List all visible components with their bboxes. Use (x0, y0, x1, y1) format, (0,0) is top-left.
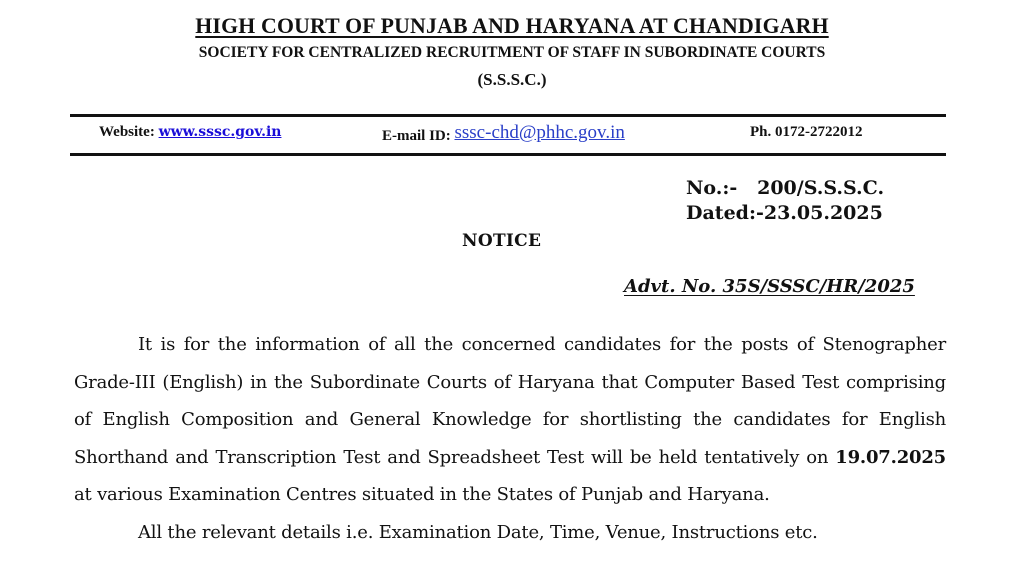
number-value: 200/S.S.S.C. (757, 177, 885, 199)
advertisement-number: Advt. No. 35S/SSSC/HR/2025 (624, 276, 915, 297)
reference-date-line (686, 201, 884, 226)
notice-heading: NOTICE (462, 231, 542, 251)
notice-body (74, 326, 946, 551)
phone-contact (750, 124, 863, 141)
paragraph-text: at various Examination Centres situated in the States of Punjab and Haryana. (74, 484, 770, 505)
reference-block (686, 176, 884, 226)
contact-bar (70, 121, 946, 147)
email-label: E-mail ID: (382, 128, 451, 144)
email-link[interactable]: sssc-chd@phhc.gov.in (454, 122, 625, 143)
body-paragraph-1 (74, 326, 946, 514)
date-value: 23.05.2025 (763, 202, 883, 224)
paragraph-text: All the relevant details i.e. Examination Date, Time, Venue, Instructions etc. (138, 521, 818, 543)
date-label: Dated:- (686, 202, 764, 224)
email-contact (382, 124, 625, 146)
website-contact (99, 124, 281, 141)
exam-date: 19.07.2025 (835, 446, 946, 468)
society-subtitle: SOCIETY FOR CENTRALIZED RECRUITMENT OF STAFF IN SUBORDINATE COURTS (198, 44, 826, 61)
website-link[interactable]: www.sssc.gov.in (158, 124, 282, 140)
phone-number: 0172-2722012 (775, 124, 863, 140)
society-abbreviation: (S.S.S.C.) (477, 70, 547, 89)
body-paragraph-2 (74, 514, 946, 552)
website-label: Website: (99, 124, 155, 140)
reference-number-line (686, 176, 884, 201)
paragraph-text: It is for the information of all the concerned candidates for the posts of Stenographer Grade-III (English) in the Subordinate Courts of Haryana that Computer Based Test comprising of English Composition and General Knowledge for shortlisting the candidates for English Shorthand and Transcription Test and Spreadsheet Test will be held tentatively on (74, 334, 946, 468)
court-title: HIGH COURT OF PUNJAB AND HARYANA AT CHANDIGARH (195, 13, 829, 38)
number-label: No.:- (686, 177, 738, 199)
header-rule-bottom (70, 153, 946, 156)
phone-label: Ph. (750, 124, 772, 140)
header-rule-top (70, 114, 946, 117)
